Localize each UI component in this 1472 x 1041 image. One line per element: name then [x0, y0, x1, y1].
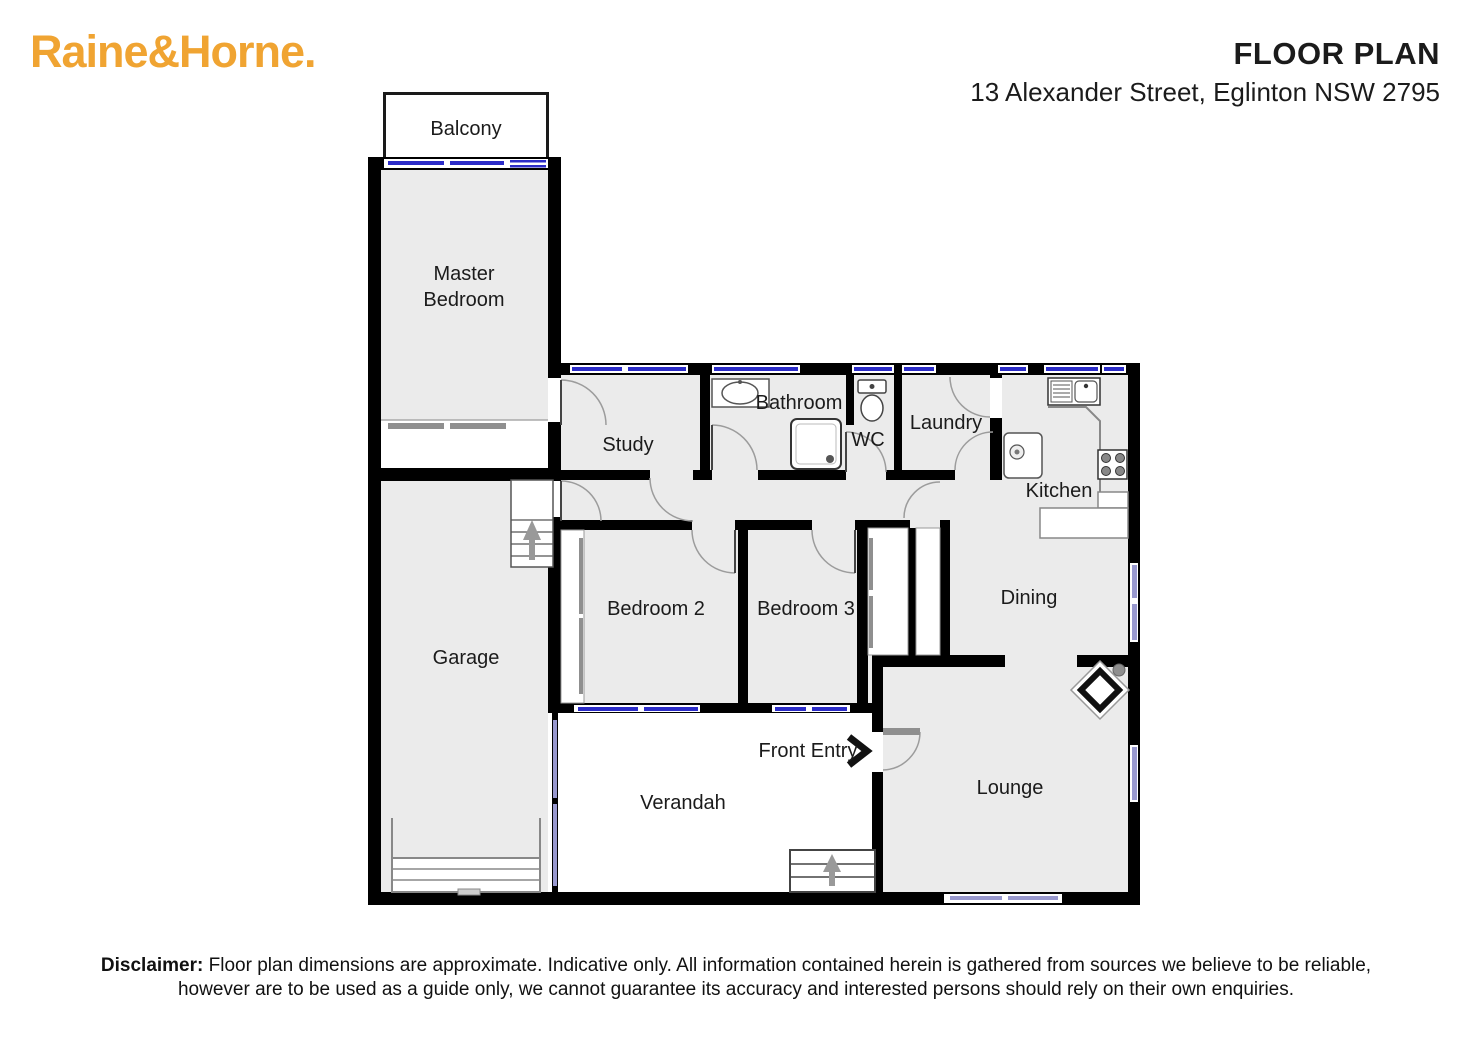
room-label-bathroom: Bathroom — [755, 392, 843, 414]
room-label-verandah: Verandah — [640, 792, 726, 814]
dishwasher-icon — [1004, 433, 1042, 478]
brand-logo: Raine&Horne. — [30, 26, 316, 77]
shower-icon — [791, 419, 841, 469]
room-label-laundry: Laundry — [909, 412, 983, 434]
room-label-master-bedroom-1: Master — [433, 263, 495, 285]
room-label-front-entry: Front Entry — [758, 740, 858, 762]
room-label-balcony: Balcony — [430, 118, 502, 140]
property-address: 13 Alexander Street, Eglinton NSW 2795 — [970, 77, 1440, 107]
room-label-lounge: Lounge — [976, 777, 1044, 799]
kitchen-sink-icon — [1048, 378, 1100, 405]
room-label-wc: WC — [851, 429, 885, 451]
room-label-bedroom2: Bedroom 2 — [607, 598, 705, 620]
page-title: FLOOR PLAN — [1233, 36, 1440, 71]
disclaimer — [66, 954, 1406, 1001]
stairs-icon — [511, 480, 553, 567]
room-label-master-bedroom-2: Bedroom — [423, 289, 505, 311]
disclaimer-label: Disclaimer: — [100, 955, 204, 976]
toilet-icon — [858, 380, 886, 421]
room-label-study: Study — [602, 434, 654, 456]
room-label-dining: Dining — [1000, 587, 1058, 609]
room-label-garage: Garage — [432, 647, 500, 669]
disclaimer-line2: however are to be used as a guide only, we cannot guarantee its accuracy and interested persons should rely on their own enquiries. — [177, 978, 1295, 1000]
front-door-leaf — [883, 728, 920, 735]
disclaimer-line1: Floor plan dimensions are approximate. Indicative only. All information contained herein is gathered from sources we believe to be reliable, — [208, 955, 1372, 976]
room-label-bedroom3: Bedroom 3 — [757, 598, 855, 620]
cooktop-icon — [1098, 450, 1127, 479]
room-label-kitchen: Kitchen — [1025, 480, 1093, 502]
entry-steps-icon — [790, 850, 875, 892]
